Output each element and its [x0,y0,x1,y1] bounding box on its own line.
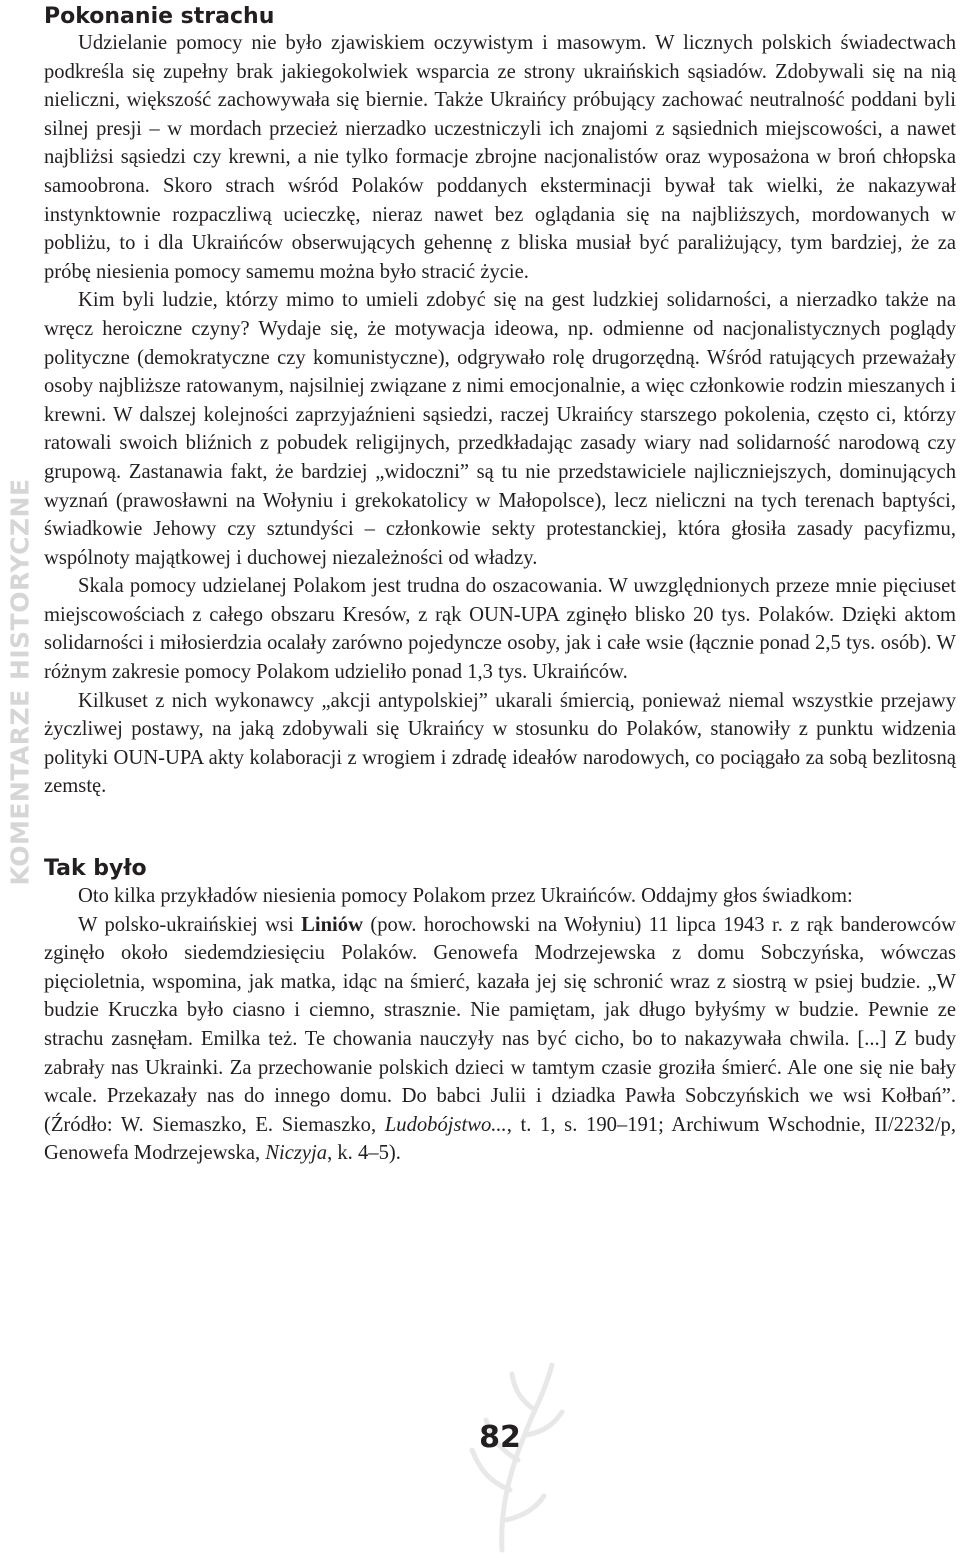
section-body-pokonanie-strachu [44,29,956,801]
section-heading-tak-bylo: Tak było [44,856,147,882]
paragraph: Kilkuset z nich wykonawcy „akcji antypolskiej” ukarali śmiercią, ponieważ niemal wszystkie przejawy życzliwej postawy, na jaką zdobywali się Ukraińcy w stosunku do Polaków, stanowiły z punktu widzenia polityki OUN-UPA akty kolaboracji z wrogiem i zdradę ideałów narodowych, co pociągało za sobą bezlitosną zemstę. [44,689,956,798]
text-run: , k. 4–5). [327,1142,401,1165]
paragraph: Kim byli ludzie, którzy mimo to umieli zdobyć się na gest ludzkiej solidarności, a nierzadko także na wręcz heroiczne czyny? Wydaje się, że motywacja ideowa, np. odmienne od nacjonalistycznych poglądy polityczne (demokratyczne czy komunistyczne), odgrywało rolę drugorzędną. Wśród ratujących przeważały osoby najbliższe ratowanym, najsilniej związane z nimi emocjonalnie, a więc członkowie rodzin mieszanych i krewni. W dalszej kolejności zaprzyjaźnieni sąsiedzi, raczej Ukraińcy starszego pokolenia, często ci, którzy ratowali swoich bliźnich z pobudek religijnych, przedkładając zasady wiary nad solidarność narodową czy grupową. Zastanawia fakt, że bardziej „widoczni” są tu nie przedstawiciele najliczniejszych, dominujących wyznań (prawosławni na Wołyniu i grekokatolicy w Małopolsce), lecz nieliczni na tych terenach baptyści, świadkowie Jehowy czy sztundyści – członkowie sekty protestanckiej, która głosiła zasady pacyfizmu, wspólnoty majątkowej i duchowej niezależności od władzy. [44,289,956,569]
source-title: Niczyja [265,1142,328,1165]
source-title: Ludobójstwo... [384,1113,507,1136]
text-run: W polsko-ukraińskiej wsi [78,913,302,936]
section-heading-pokonanie-strachu: Pokonanie strachu [44,4,275,29]
side-label [5,478,35,886]
paragraph: Oto kilka przykładów niesienia pomocy Polakom przez Ukraińców. Oddajmy głos świadkom: [78,885,853,908]
main-content [44,0,956,1168]
paragraph: Skala pomocy udzielanej Polakom jest trudna do oszacowania. W uwzględnionych przeze mnie pięciuset miejscowościach z całego obszaru Kresów, z rąk OUN-UPA zginęło blisko 20 tys. Polaków. Dzięki aktom solidarności i miłosierdzia ocalały zarówno pojedyncze osoby, jak i całe wsie (łącznie ponad 2,5 tys. osób). W różnym zakresie pomocy Polakom udzieliło ponad 1,3 tys. Ukraińców. [44,575,956,684]
text-run: (pow. horochowski na Wołyniu) 11 lipca 1943 r. z rąk banderowców zginęło około siedemdziesięciu Polaków. Genowefa Modrzejewska z domu Sobczyńska, wówczas pięcioletnia, wspomina, jak matka, idąc na śmierć, kazała jej się schronić wraz z siostrą w psiej budzie. „W budzie Kruczka było ciasno i ciemno, strasznie. Nie pamiętam, jak długo byłyśmy w budzie. Pewnie ze strachu zasnęłam. Emilka też. Te chowania nauczyły nas być cicho, bo to nakazywała chwila. [...] Z budy zabrały nas Ukrainki. Za przechowanie polskich dzieci w tamtym czasie groziła śmierć. Ale one się nie bały wcale. Przekazały nas do innego domu. Do babci Julii i dziadka Pawła Sobczyńskich we wsi Kołbań”. (Źródło: W. Siemaszko, E. Siemaszko, [44,913,956,1136]
village-name: Liniów [301,913,363,936]
text-run: , t. 1, s. 190–191; Archiwum Wschodnie, II/2232/p, Genowefa Modrzejewska, [44,1113,956,1165]
paragraph: Udzielanie pomocy nie było zjawiskiem oczywistym i masowym. W licznych polskich świadectwach podkreśla się zupełny brak jakiegokolwiek wsparcia ze strony ukraińskich sąsiadów. Zdobywali się na nią nieliczni, większość zachowywała się biernie. Także Ukraińcy próbujący zachować neutralność poddani byli silnej presji – w mordach przecież nierzadko uczestniczyli ich znajomi z sąsiednich miejscowości, a nawet najbliżsi sąsiedzi czy krewni, a nie tylko formacje zbrojne nacjonalistów oraz wyposażona w broń chłopska samoobrona. Skoro strach wśród Polaków poddanych eksterminacji bywał tak wielki, że nakazywał instynktownie rozpaczliwą ucieczkę, nieraz nawet bez oglądania się na najbliższych, mordowanych w pobliżu, to i dla Ukraińców obserwujących gehennę z bliska musiał być paraliżujący, tym bardziej, że za próbę niesienia pomocy samemu można było stracić życie. [44,32,956,283]
section-body-tak-bylo [44,882,956,1168]
testimony-paragraph [44,911,956,1168]
page-number: 82 [479,1420,521,1455]
side-label-text: KOMENTARZE HISTORYCZNE [5,478,35,886]
